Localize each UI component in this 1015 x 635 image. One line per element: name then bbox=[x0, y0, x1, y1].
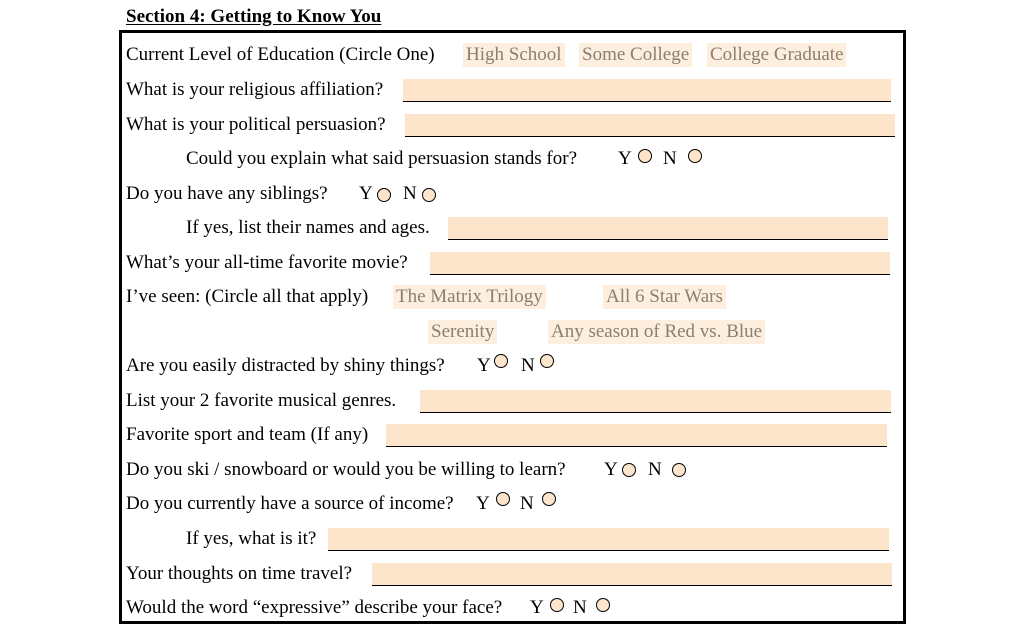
movie-row bbox=[126, 248, 896, 278]
music-row bbox=[126, 386, 896, 416]
time-travel-label: Your thoughts on time travel? bbox=[126, 563, 353, 584]
yes-radio[interactable] bbox=[377, 188, 391, 202]
politics-input[interactable] bbox=[405, 114, 895, 137]
no-label: N bbox=[663, 148, 677, 169]
option-college-graduate[interactable]: College Graduate bbox=[707, 43, 846, 67]
movie-label: What’s your all-time favorite movie? bbox=[126, 252, 408, 273]
religion-row bbox=[126, 75, 896, 105]
income-what-row bbox=[186, 524, 896, 554]
yes-label: Y bbox=[604, 459, 618, 480]
siblings-list-label: If yes, list their names and ages. bbox=[186, 217, 430, 238]
section-title: Section 4: Getting to Know You bbox=[126, 6, 382, 27]
option-high-school[interactable]: High School bbox=[463, 43, 565, 67]
no-radio[interactable] bbox=[672, 463, 686, 477]
seen-row bbox=[126, 282, 896, 312]
siblings-list-input[interactable] bbox=[448, 217, 888, 240]
option-serenity[interactable]: Serenity bbox=[428, 320, 497, 344]
time-travel-input[interactable] bbox=[372, 563, 892, 586]
no-radio[interactable] bbox=[688, 149, 702, 163]
no-label: N bbox=[573, 597, 587, 618]
no-label: N bbox=[403, 183, 417, 204]
yes-radio[interactable] bbox=[622, 463, 636, 477]
yes-label: Y bbox=[477, 355, 491, 376]
no-label: N bbox=[648, 459, 662, 480]
option-star-wars[interactable]: All 6 Star Wars bbox=[603, 285, 726, 309]
no-radio[interactable] bbox=[422, 188, 436, 202]
ski-label: Do you ski / snowboard or would you be willing to learn? bbox=[126, 459, 566, 480]
yes-radio[interactable] bbox=[550, 598, 564, 612]
seen-row-2 bbox=[126, 317, 896, 347]
yes-radio[interactable] bbox=[496, 492, 510, 506]
no-label: N bbox=[521, 355, 535, 376]
explain-label: Could you explain what said persuasion stands for? bbox=[186, 148, 578, 169]
education-label: Current Level of Education (Circle One) bbox=[126, 44, 435, 65]
siblings-label: Do you have any siblings? bbox=[126, 183, 328, 204]
no-radio[interactable] bbox=[596, 598, 610, 612]
shiny-label: Are you easily distracted by shiny things? bbox=[126, 355, 445, 376]
music-label: List your 2 favorite musical genres. bbox=[126, 390, 397, 411]
income-what-label: If yes, what is it? bbox=[186, 528, 317, 549]
ski-row bbox=[126, 455, 726, 485]
expressive-label: Would the word “expressive” describe your face? bbox=[126, 597, 503, 618]
income-what-input[interactable] bbox=[328, 528, 889, 551]
siblings-list-row bbox=[186, 213, 896, 243]
yes-radio[interactable] bbox=[638, 149, 652, 163]
yes-label: Y bbox=[530, 597, 544, 618]
income-label: Do you currently have a source of income? bbox=[126, 493, 454, 514]
politics-row bbox=[126, 110, 896, 140]
option-matrix-trilogy[interactable]: The Matrix Trilogy bbox=[393, 285, 546, 309]
no-radio[interactable] bbox=[540, 354, 554, 368]
politics-label: What is your political persuasion? bbox=[126, 114, 386, 135]
yes-radio[interactable] bbox=[494, 354, 508, 368]
sport-label: Favorite sport and team (If any) bbox=[126, 424, 369, 445]
no-radio[interactable] bbox=[542, 492, 556, 506]
sport-input[interactable] bbox=[386, 424, 887, 447]
yes-label: Y bbox=[618, 148, 632, 169]
no-label: N bbox=[520, 493, 534, 514]
income-row bbox=[126, 489, 626, 519]
expressive-row bbox=[126, 593, 726, 623]
religion-label: What is your religious affiliation? bbox=[126, 79, 384, 100]
explain-row bbox=[186, 144, 786, 174]
siblings-row bbox=[126, 179, 526, 209]
yes-label: Y bbox=[359, 183, 373, 204]
option-some-college[interactable]: Some College bbox=[579, 43, 692, 67]
time-travel-row bbox=[126, 559, 896, 589]
sport-row bbox=[126, 420, 896, 450]
religion-input[interactable] bbox=[403, 79, 891, 102]
movie-input[interactable] bbox=[430, 252, 890, 275]
education-row bbox=[126, 40, 896, 70]
yes-label: Y bbox=[476, 493, 490, 514]
option-red-vs-blue[interactable]: Any season of Red vs. Blue bbox=[548, 320, 765, 344]
music-input[interactable] bbox=[420, 390, 891, 413]
seen-label: I’ve seen: (Circle all that apply) bbox=[126, 286, 369, 307]
shiny-row bbox=[126, 351, 626, 381]
